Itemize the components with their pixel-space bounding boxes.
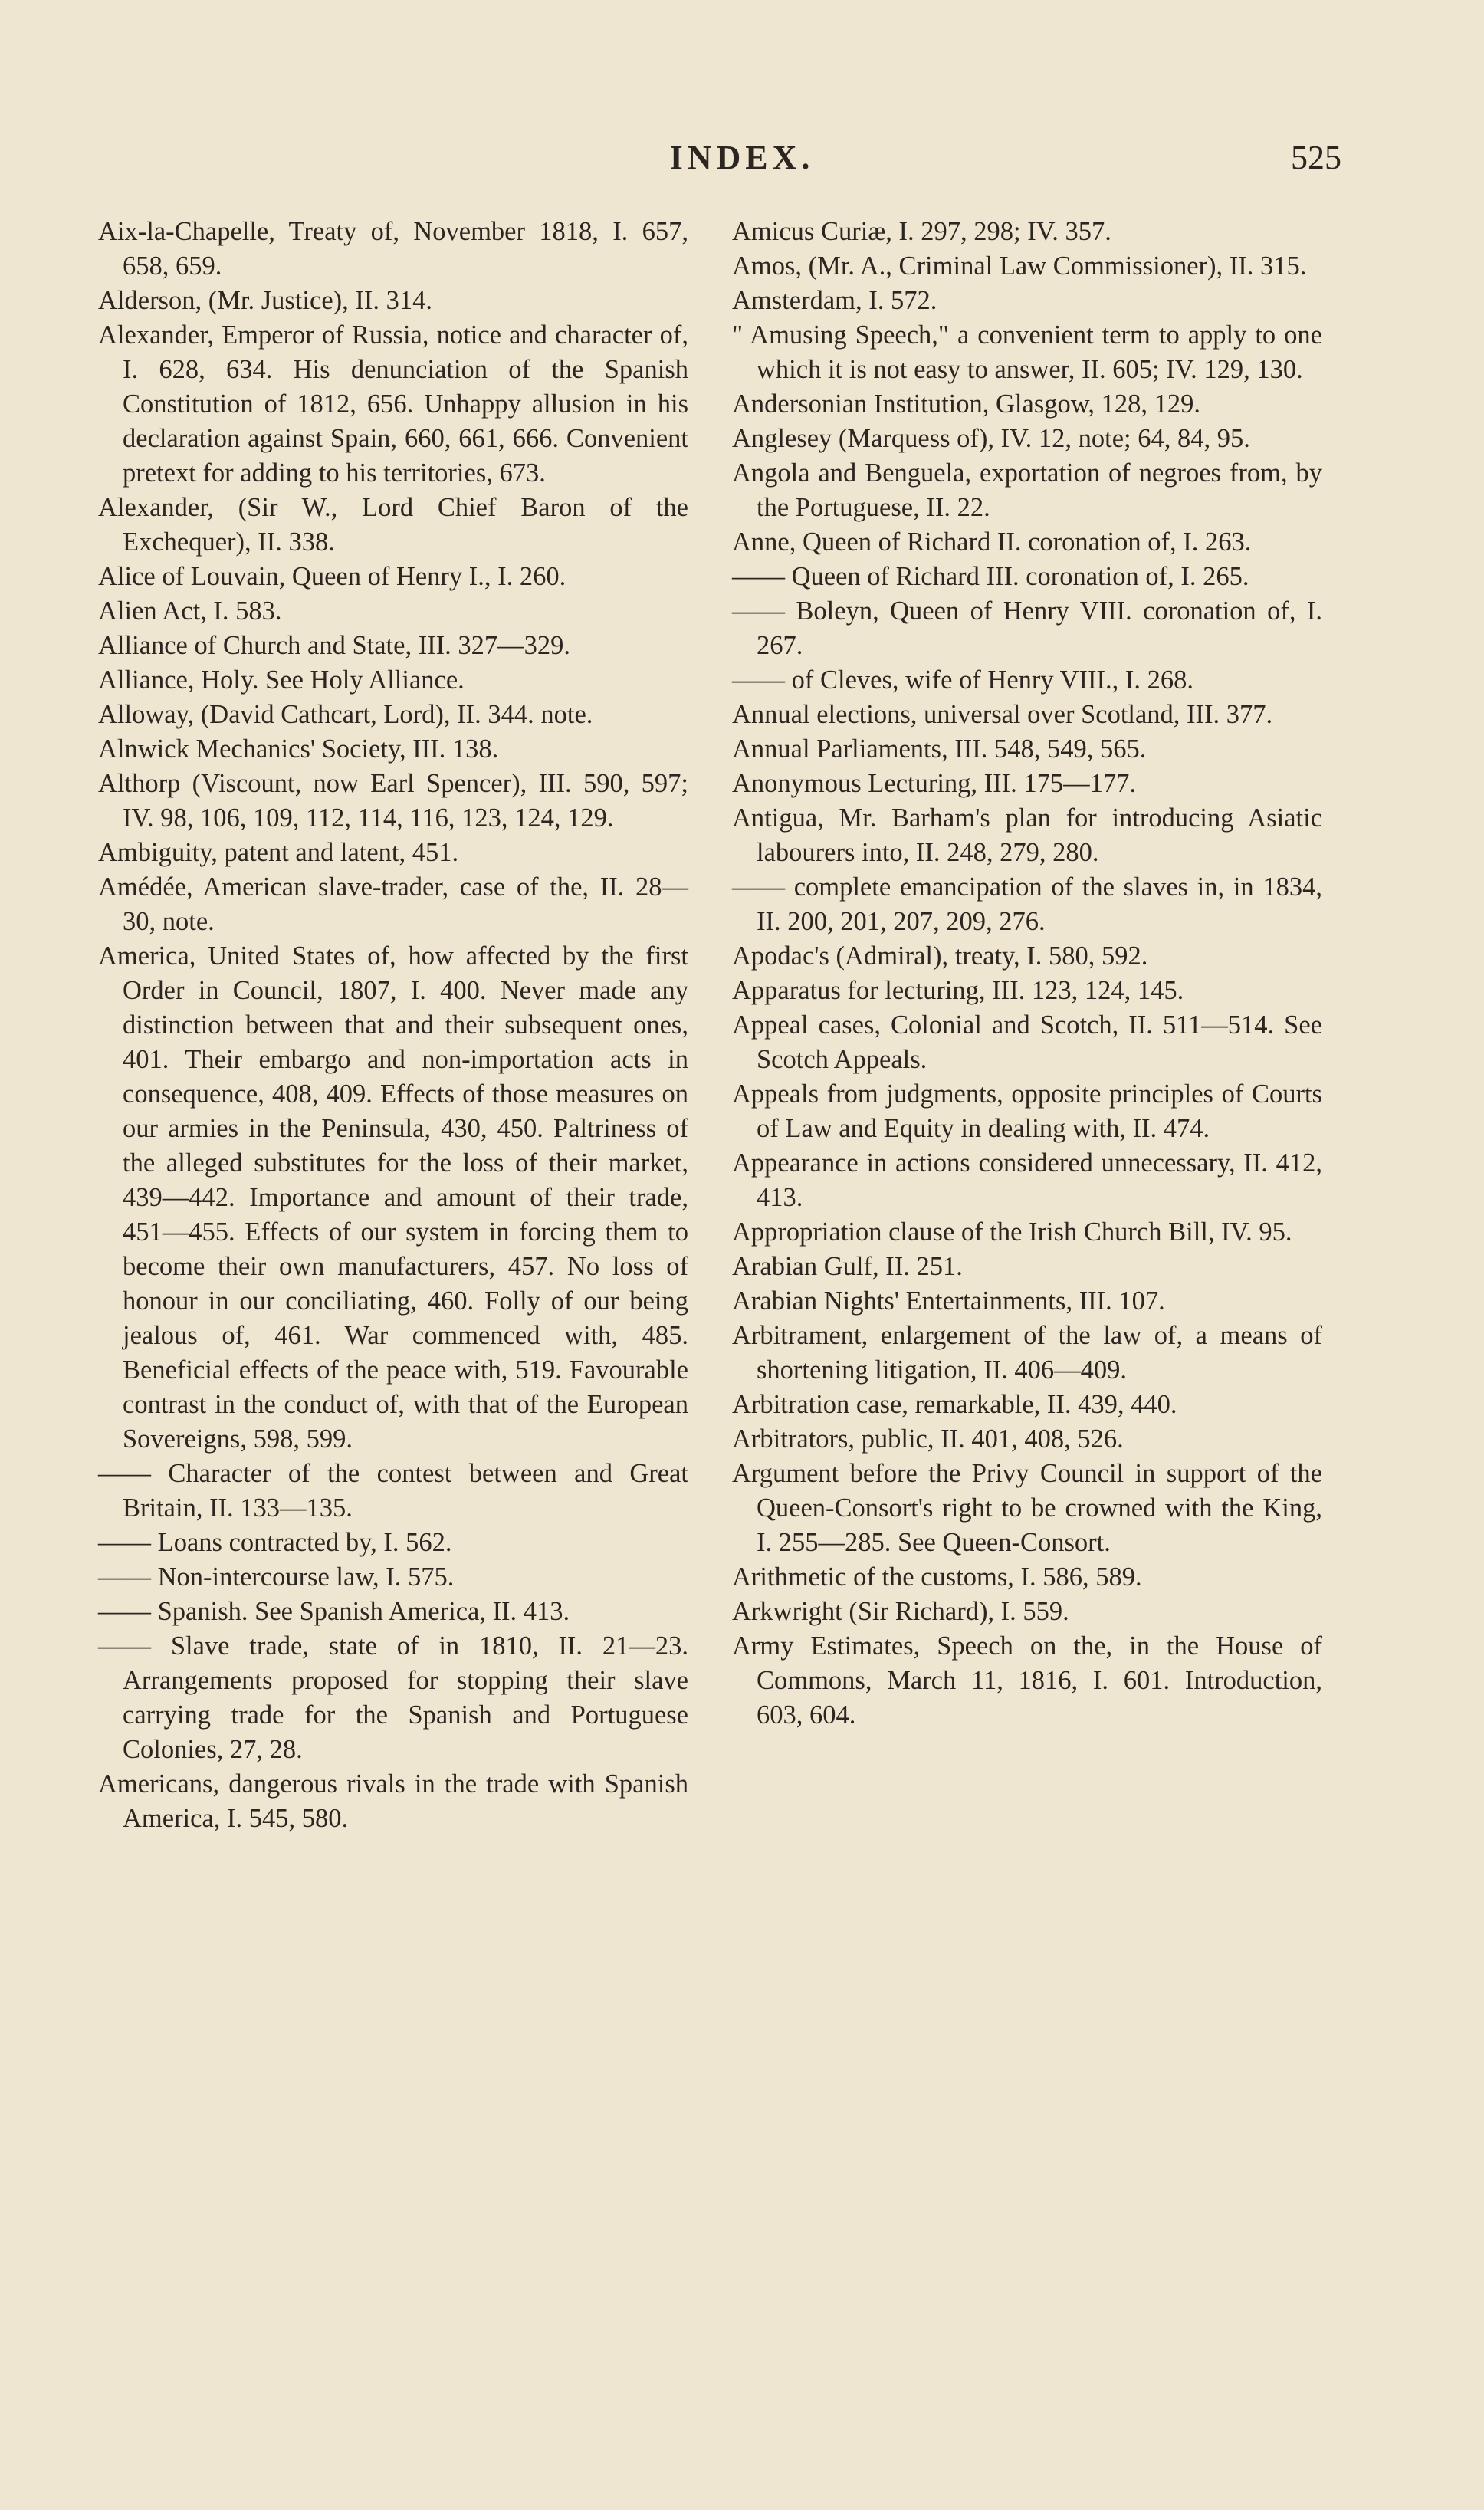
index-entry: Amicus Curiæ, I. 297, 298; IV. 357. [732,217,1111,246]
index-entry: —— Character of the contest between and Great Britain, II. 133—135. [98,1459,688,1523]
index-entry: Althorp (Viscount, now Earl Spencer), III. 590, 597; IV. 98, 106, 109, 112, 114, 116, 123, 124, 129. [98,769,688,833]
page-number: 525 [1291,139,1341,176]
index-entry: America, United States of, how affected by the first Order in Council, 1807, I. 400. Never made any distinction between that and their subsequent ones, 401. Their embargo and non-importation acts in consequence, 408, 409. Effects of those measures on our armies in the Peninsula, 430, 450. Paltriness of the alleged substitutes for the loss of their market, 439—442. Importance and amount of their trade, 451—455. Effects of our system in forcing them to become their own manufacturers, 457. No loss of honour in our conciliating, 460. Folly of our being jealous of, 461. War commenced with, 485. Beneficial effects of the peace with, 519. Favourable contrast in the conduct of, with that of the European Sovereigns, 598, 599. [98,941,688,1454]
index-entry: Apodac's (Admiral), treaty, I. 580, 592. [732,941,1148,971]
right-column [732,215,1322,1733]
index-entry: Ambiguity, patent and latent, 451. [98,838,459,867]
page-title: INDEX. [669,139,815,176]
index-entry: Arithmetic of the customs, I. 586, 589. [732,1562,1142,1592]
index-entry: Alexander, (Sir W., Lord Chief Baron of the Exchequer), II. 338. [98,493,688,557]
index-entry: —— Queen of Richard III. coronation of, I. 265. [732,562,1249,591]
index-entry: —— Non-intercourse law, I. 575. [98,1562,455,1592]
index-entry: Arabian Nights' Entertainments, III. 107. [732,1286,1165,1316]
index-entry: Argument before the Privy Council in support of the Queen-Consort's right to be crowned with the King, I. 255—285. See Queen-Consort. [732,1459,1322,1557]
index-entry: Apparatus for lecturing, III. 123, 124, 145. [732,976,1184,1005]
index-entry: Alderson, (Mr. Justice), II. 314. [98,286,432,315]
index-entry: Appeal cases, Colonial and Scotch, II. 511—514. See Scotch Appeals. [732,1010,1322,1074]
index-entry: Alexander, Emperor of Russia, notice and character of, I. 628, 634. His denunciation of the Spanish Constitution of 1812, 656. Unhappy allusion in his declaration against Spain, 660, 661, 666. Convenient pretext for adding to his territories, 673. [98,320,688,488]
index-entry: —— Loans contracted by, I. 562. [98,1528,452,1557]
index-entry: Andersonian Institution, Glasgow, 128, 129. [732,389,1201,419]
index-entry: Annual Parliaments, III. 548, 549, 565. [732,734,1147,764]
index-entry: Anglesey (Marquess of), IV. 12, note; 64, 84, 95. [732,424,1250,453]
index-entry: —— of Cleves, wife of Henry VIII., I. 268. [732,665,1194,695]
index-entry: Alnwick Mechanics' Society, III. 138. [98,734,499,764]
index-entry: Appearance in actions considered unnecessary, II. 412, 413. [732,1148,1322,1212]
index-entry: Alliance of Church and State, III. 327—329. [98,631,571,660]
index-entry: Aix-la-Chapelle, Treaty of, November 1818, I. 657, 658, 659. [98,217,688,281]
index-entry: Anne, Queen of Richard II. coronation of, I. 263. [732,527,1252,557]
index-entry: Americans, dangerous rivals in the trade with Spanish America, I. 545, 580. [98,1769,688,1833]
index-entry: Appeals from judgments, opposite principles of Courts of Law and Equity in dealing with, II. 474. [732,1079,1322,1143]
index-entry: Annual elections, universal over Scotland, III. 377. [732,700,1273,729]
index-entry: —— Boleyn, Queen of Henry VIII. coronation of, I. 267. [732,596,1322,660]
index-entry: Army Estimates, Speech on the, in the House of Commons, March 11, 1816, I. 601. Introduction, 603, 604. [732,1631,1322,1730]
index-entry: Arabian Gulf, II. 251. [732,1252,963,1281]
index-entry: Amsterdam, I. 572. [732,286,937,315]
index-entry: Arkwright (Sir Richard), I. 559. [732,1597,1069,1626]
index-entry: Angola and Benguela, exportation of negroes from, by the Portuguese, II. 22. [732,458,1322,522]
index-entry: —— complete emancipation of the slaves in, in 1834, II. 200, 201, 207, 209, 276. [732,872,1322,936]
index-entry: —— Spanish. See Spanish America, II. 413. [98,1597,570,1626]
index-entry: " Amusing Speech," a convenient term to apply to one which it is not easy to answer, II. 605; IV. 129, 130. [732,320,1322,384]
index-entry: Anonymous Lecturing, III. 175—177. [732,769,1137,798]
index-entry: Alloway, (David Cathcart, Lord), II. 344. note. [98,700,593,729]
index-entry: Antigua, Mr. Barham's plan for introducing Asiatic labourers into, II. 248, 279, 280. [732,803,1322,867]
index-entry: —— Slave trade, state of in 1810, II. 21—23. Arrangements proposed for stopping their slave carrying trade for the Spanish and Portuguese Colonies, 27, 28. [98,1631,688,1764]
index-entry: Amos, (Mr. A., Criminal Law Commissioner), II. 315. [732,251,1307,281]
index-entry: Arbitrators, public, II. 401, 408, 526. [732,1424,1124,1454]
running-head [0,138,1484,184]
index-entry: Alice of Louvain, Queen of Henry I., I. 260. [98,562,566,591]
index-entry: Alliance, Holy. See Holy Alliance. [98,665,465,695]
index-entry: Arbitration case, remarkable, II. 439, 440. [732,1390,1177,1419]
index-entry: Arbitrament, enlargement of the law of, a means of shortening litigation, II. 406—409. [732,1321,1322,1385]
index-entry: Alien Act, I. 583. [98,596,282,626]
left-column [98,215,688,1836]
index-entry: Amédée, American slave-trader, case of the, II. 28—30, note. [98,872,688,936]
index-entry: Appropriation clause of the Irish Church Bill, IV. 95. [732,1217,1292,1247]
